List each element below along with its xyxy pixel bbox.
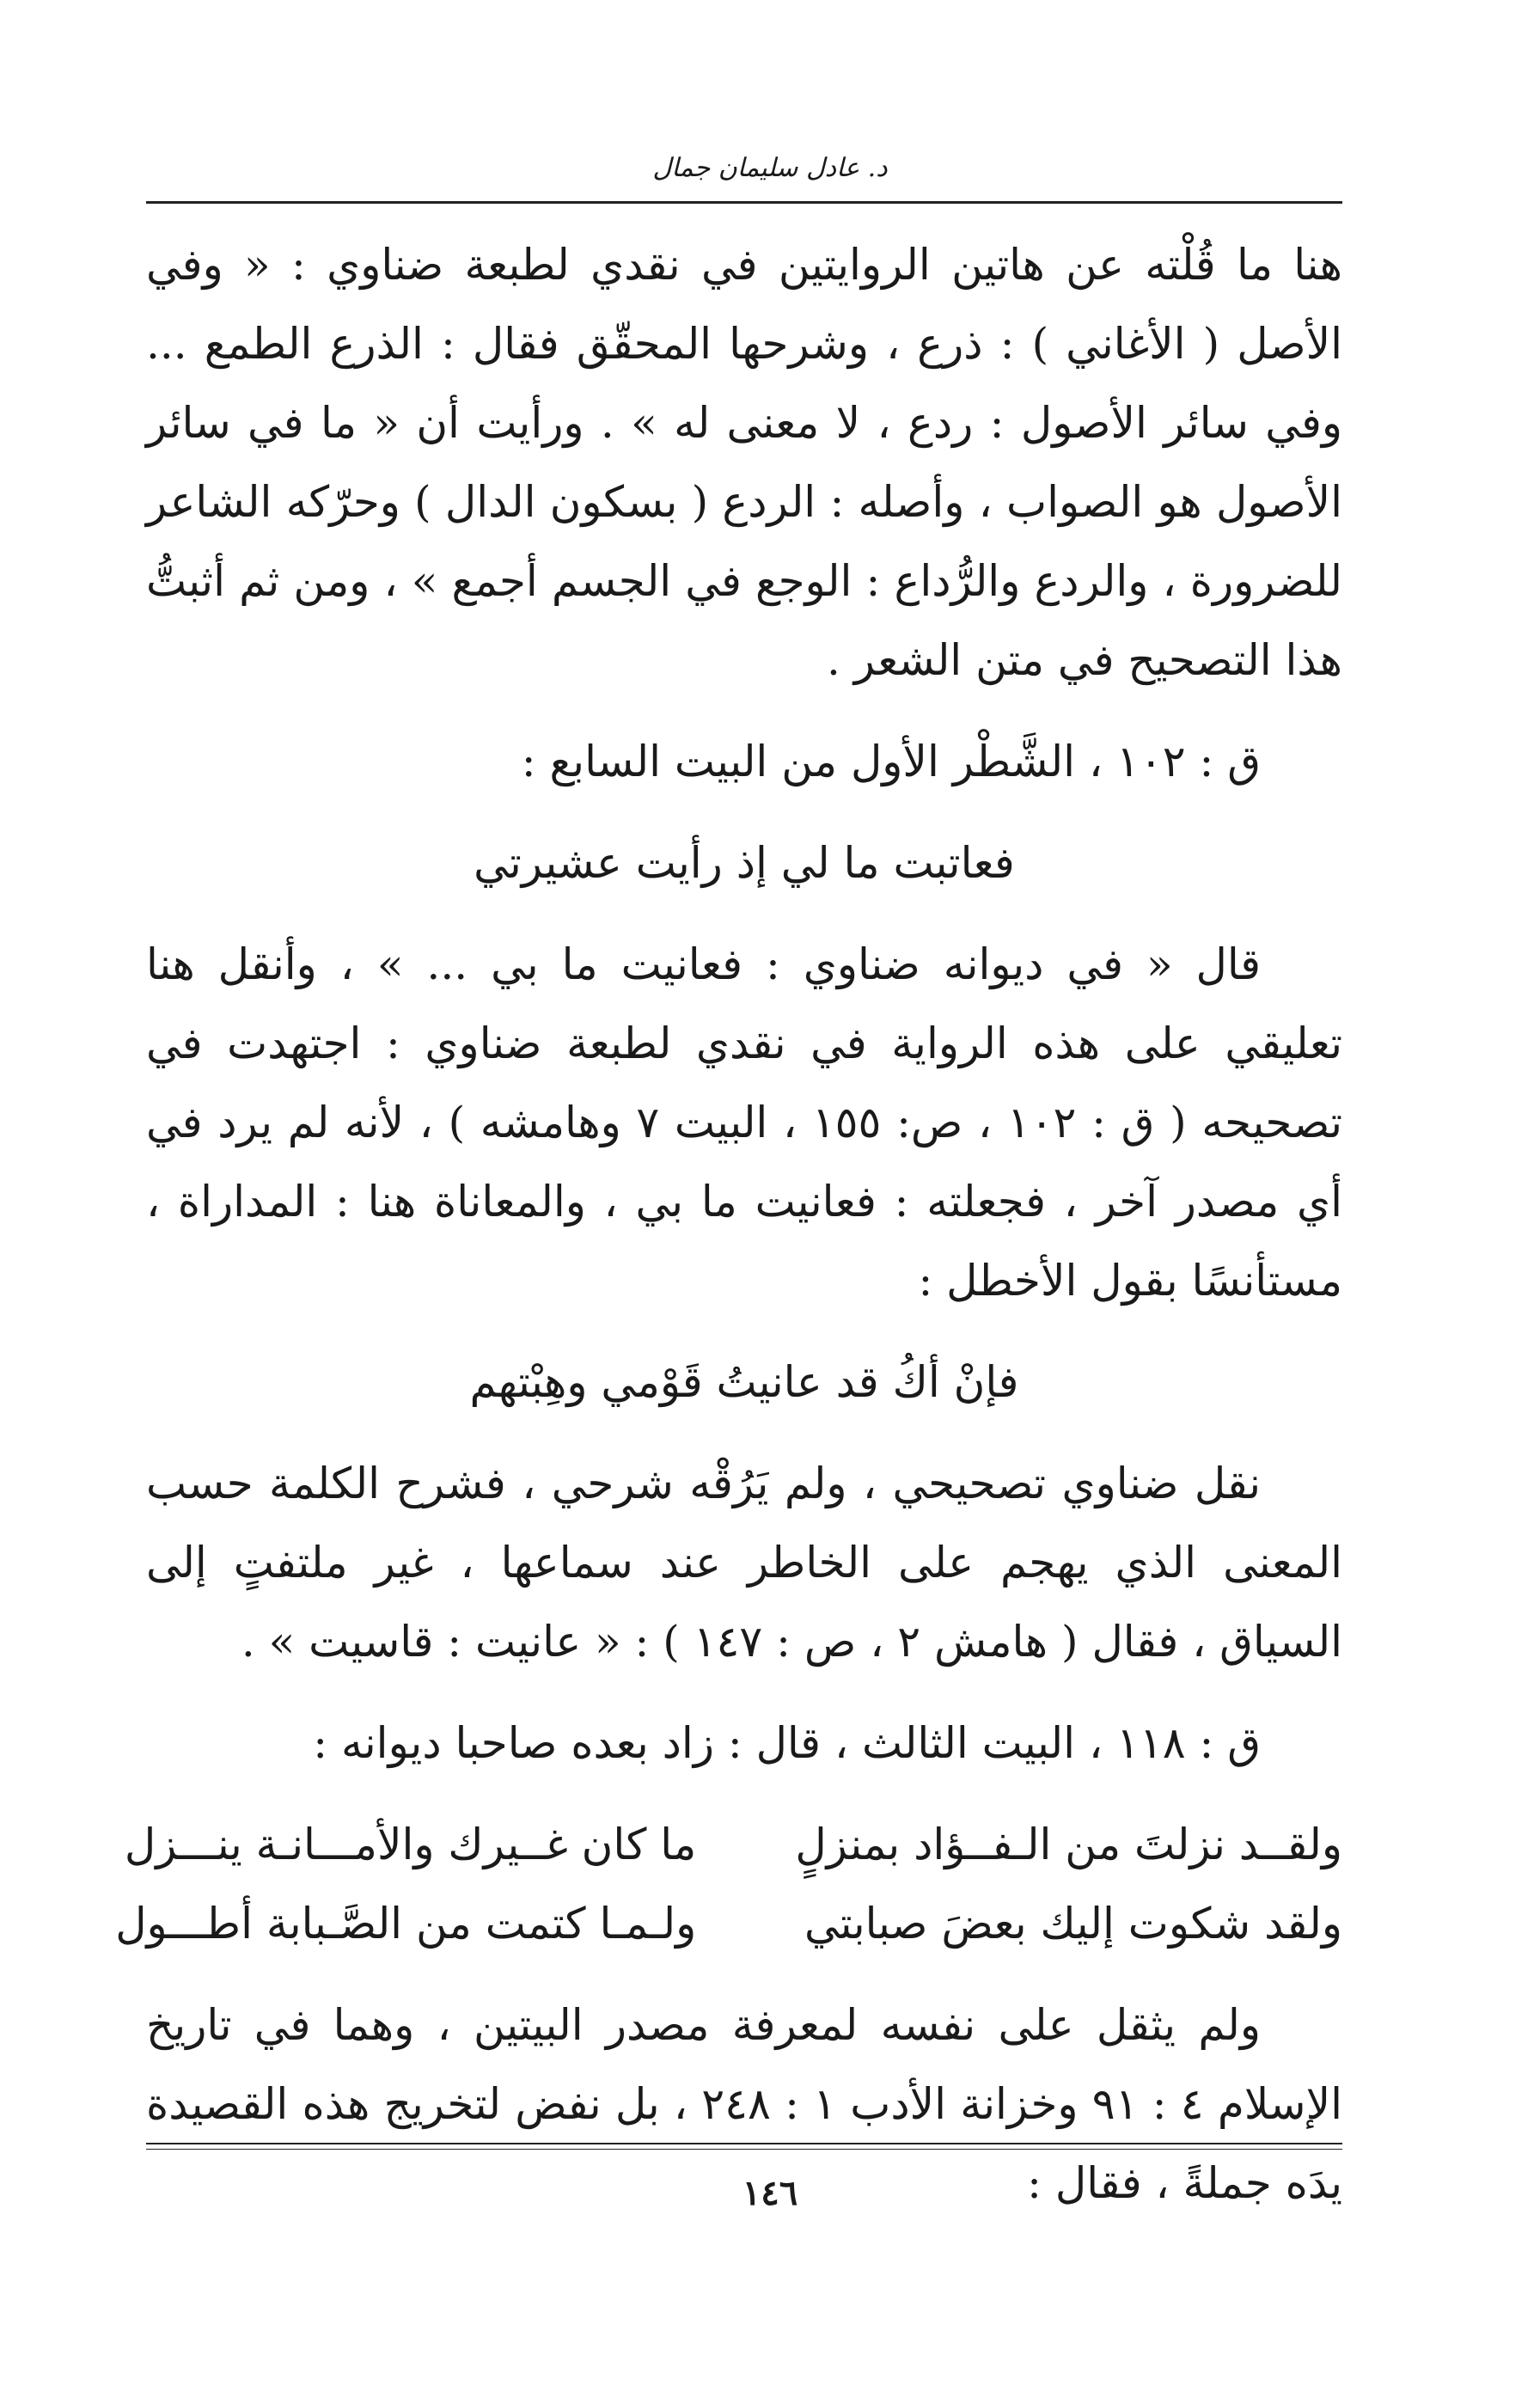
paragraph-6: ولم يثقل على نفسه لمعرفة مصدر البيتين ، وهما في تاريخ الإسلام ٤ : ٩١ وخزانة الأدب ١ : ٢٤٨ ، بل نفض لتخريج هذه القصيدة يدَه جملةً ، فقال : — [146, 2000, 1342, 2208]
verse-line-2: فإنْ أكُ قد عانيتُ قَوْمي وهِبْتهم — [469, 1357, 1019, 1407]
paragraph-5: ق : ١١٨ ، البيت الثالث ، قال : زاد بعده صاحبا ديوانه : — [313, 1718, 1261, 1768]
couplet-2-first-hemistich: ولقد شكوت إليك بعضَ صبابتي — [804, 1899, 1342, 1948]
paragraph-3: قال « في ديوانه ضناوي : فعانيت ما بي ... » ، وأنقل هنا تعليقي على هذه الرواية في نقدي لطبعة ضناوي : اجتهدت في تصحيحه ( ق : ١٠٢ ، ص: ١٥٥ ، البيت ٧ وهامشه ) ، لأنه لم يرد في أي مصدر آخر ، فجعلته : فعانيت ما بي ، والمعاناة هنا : المداراة ، مستأنسًا بقول الأخطل : — [146, 939, 1342, 1306]
couplet-1 — [124, 1805, 1342, 1884]
page-body — [115, 225, 1342, 2223]
footer-rule — [146, 2143, 1342, 2144]
page-number: ١٤٦ — [742, 2173, 798, 2213]
couplet-1-first-hemistich: ولقــد نزلتَ من الـفــؤاد بمنزلٍ — [795, 1820, 1342, 1869]
couplet-2-second-hemistich: ولـمـا كتمت من الصَّـبابة أطـــول — [115, 1899, 697, 1948]
footer-rule-thin — [146, 2149, 1342, 2150]
verse-line-1: فعاتبت ما لي إذ رأيت عشيرتي — [474, 838, 1015, 888]
paragraph-4: نقل ضناوي تصحيحي ، ولم يَرُقْه شرحي ، فشرح الكلمة حسب المعنى الذي يهجم على الخاطر عند سماعها ، غير ملتفتٍ إلى السياق ، فقال ( هامش ٢ ، ص : ١٤٧ ) : « عانيت : قاسيت » . — [146, 1459, 1342, 1667]
paragraph-1: هنا ما قُلْته عن هاتين الروايتين في نقدي لطبعة ضناوي : « وفي الأصل ( الأغاني ) : ذرع ، وشرحها المحقّق فقال : الذرع الطمع ... وفي سائر الأصول : ردع ، لا معنى له » . ورأيت أن « ما في سائر الأصول هو الصواب ، وأصله : الردع ( بسكون الدال ) وحرّكه الشاعر للضرورة ، والردع والرُّداع : الوجع في الجسم أجمع » ، ومن ثم أثبتُّ هذا التصحيح في متن الشعر . — [146, 240, 1342, 685]
header-rule — [146, 201, 1342, 204]
couplet-1-second-hemistich: ما كان غــيرك والأمـــانـة ينـــزل — [124, 1820, 697, 1869]
paragraph-2: ق : ١٠٢ ، الشَّطْر الأول من البيت السابع : — [521, 737, 1261, 786]
couplet-2 — [115, 1884, 1342, 1963]
running-header: د. عادل سليمان جمال — [652, 153, 888, 183]
